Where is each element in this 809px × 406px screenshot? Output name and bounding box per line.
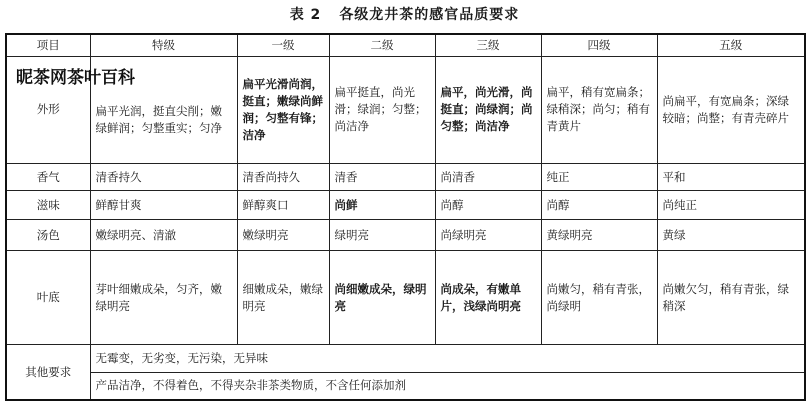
table-cell: 绿明亮 [329, 220, 435, 251]
table-cell: 尚细嫩成朵，绿明亮 [329, 251, 435, 345]
table-cell: 尚醇 [541, 191, 657, 220]
table-cell: 扁平光滑尚润，挺直；嫩绿尚鲜润；匀整有锋；洁净 [237, 57, 329, 164]
table-cell: 尚醇 [435, 191, 541, 220]
header-grade-4: 四级 [541, 34, 657, 57]
table-cell: 鲜醇甘爽 [90, 191, 237, 220]
table-cell: 尚鲜 [329, 191, 435, 220]
header-grade-3: 三级 [435, 34, 541, 57]
table-cell: 扁平光润，挺直尖削；嫩绿鲜润；匀整重实；匀净 [90, 57, 237, 164]
table-cell: 尚嫩匀，稍有青张，尚绿明 [541, 251, 657, 345]
row-label-taste: 滋味 [6, 191, 90, 220]
table-cell: 尚清香 [435, 163, 541, 191]
table-cell: 尚嫩欠匀，稍有青张，绿稍深 [657, 251, 805, 345]
table-cell: 清香持久 [90, 163, 237, 191]
row-label-infused-leaf: 叶底 [6, 251, 90, 345]
table-cell: 尚绿明亮 [435, 220, 541, 251]
table-cell: 尚扁平，有宽扁条；深绿较暗；尚整；有青壳碎片 [657, 57, 805, 164]
row-label-liquor-color: 汤色 [6, 220, 90, 251]
table-caption [0, 4, 809, 24]
table-row [6, 220, 805, 251]
table-row [6, 191, 805, 220]
table-cell: 嫩绿明亮 [237, 220, 329, 251]
table-cell: 扁平，尚光滑，尚挺直；尚绿润；尚匀整；尚洁净 [435, 57, 541, 164]
table-row [6, 372, 805, 400]
other-requirement-line: 产品洁净，不得着色，不得夹杂非茶类物质，不含任何添加剂 [90, 372, 805, 400]
other-requirement-line: 无霉变，无劣变，无污染，无异味 [90, 345, 805, 373]
table-cell: 黄绿明亮 [541, 220, 657, 251]
header-grade-5: 五级 [657, 34, 805, 57]
header-item: 项目 [6, 34, 90, 57]
table-number: 表 2 [289, 7, 322, 23]
table-row [6, 163, 805, 191]
header-grade-1: 一级 [237, 34, 329, 57]
grade-requirements-table [5, 33, 806, 401]
table-row [6, 345, 805, 373]
table-cell: 扁平，稍有宽扁条；绿稍深；尚匀；稍有青黄片 [541, 57, 657, 164]
table-cell: 鲜醇爽口 [237, 191, 329, 220]
header-grade-2: 二级 [329, 34, 435, 57]
table-cell: 纯正 [541, 163, 657, 191]
table-cell: 芽叶细嫩成朵，匀齐，嫩绿明亮 [90, 251, 237, 345]
table-cell: 平和 [657, 163, 805, 191]
watermark-text: 昵茶网茶叶百科 [16, 68, 135, 88]
row-label-aroma: 香气 [6, 163, 90, 191]
table-cell: 尚成朵，有嫩单片，浅绿尚明亮 [435, 251, 541, 345]
header-grade-special: 特级 [90, 34, 237, 57]
table-cell: 扁平挺直，尚光滑；绿润；匀整；尚洁净 [329, 57, 435, 164]
table-cell: 清香尚持久 [237, 163, 329, 191]
row-label-appearance: 外形 [6, 57, 90, 164]
table-cell: 清香 [329, 163, 435, 191]
table-cell: 嫩绿明亮、清澈 [90, 220, 237, 251]
table-row [6, 251, 805, 345]
table-cell: 黄绿 [657, 220, 805, 251]
row-label-other-requirements: 其他要求 [6, 345, 90, 401]
table-title: 各级龙井茶的感官品质要求 [339, 7, 520, 23]
header-row [6, 34, 805, 57]
table-cell: 尚纯正 [657, 191, 805, 220]
table-cell: 细嫩成朵，嫩绿明亮 [237, 251, 329, 345]
